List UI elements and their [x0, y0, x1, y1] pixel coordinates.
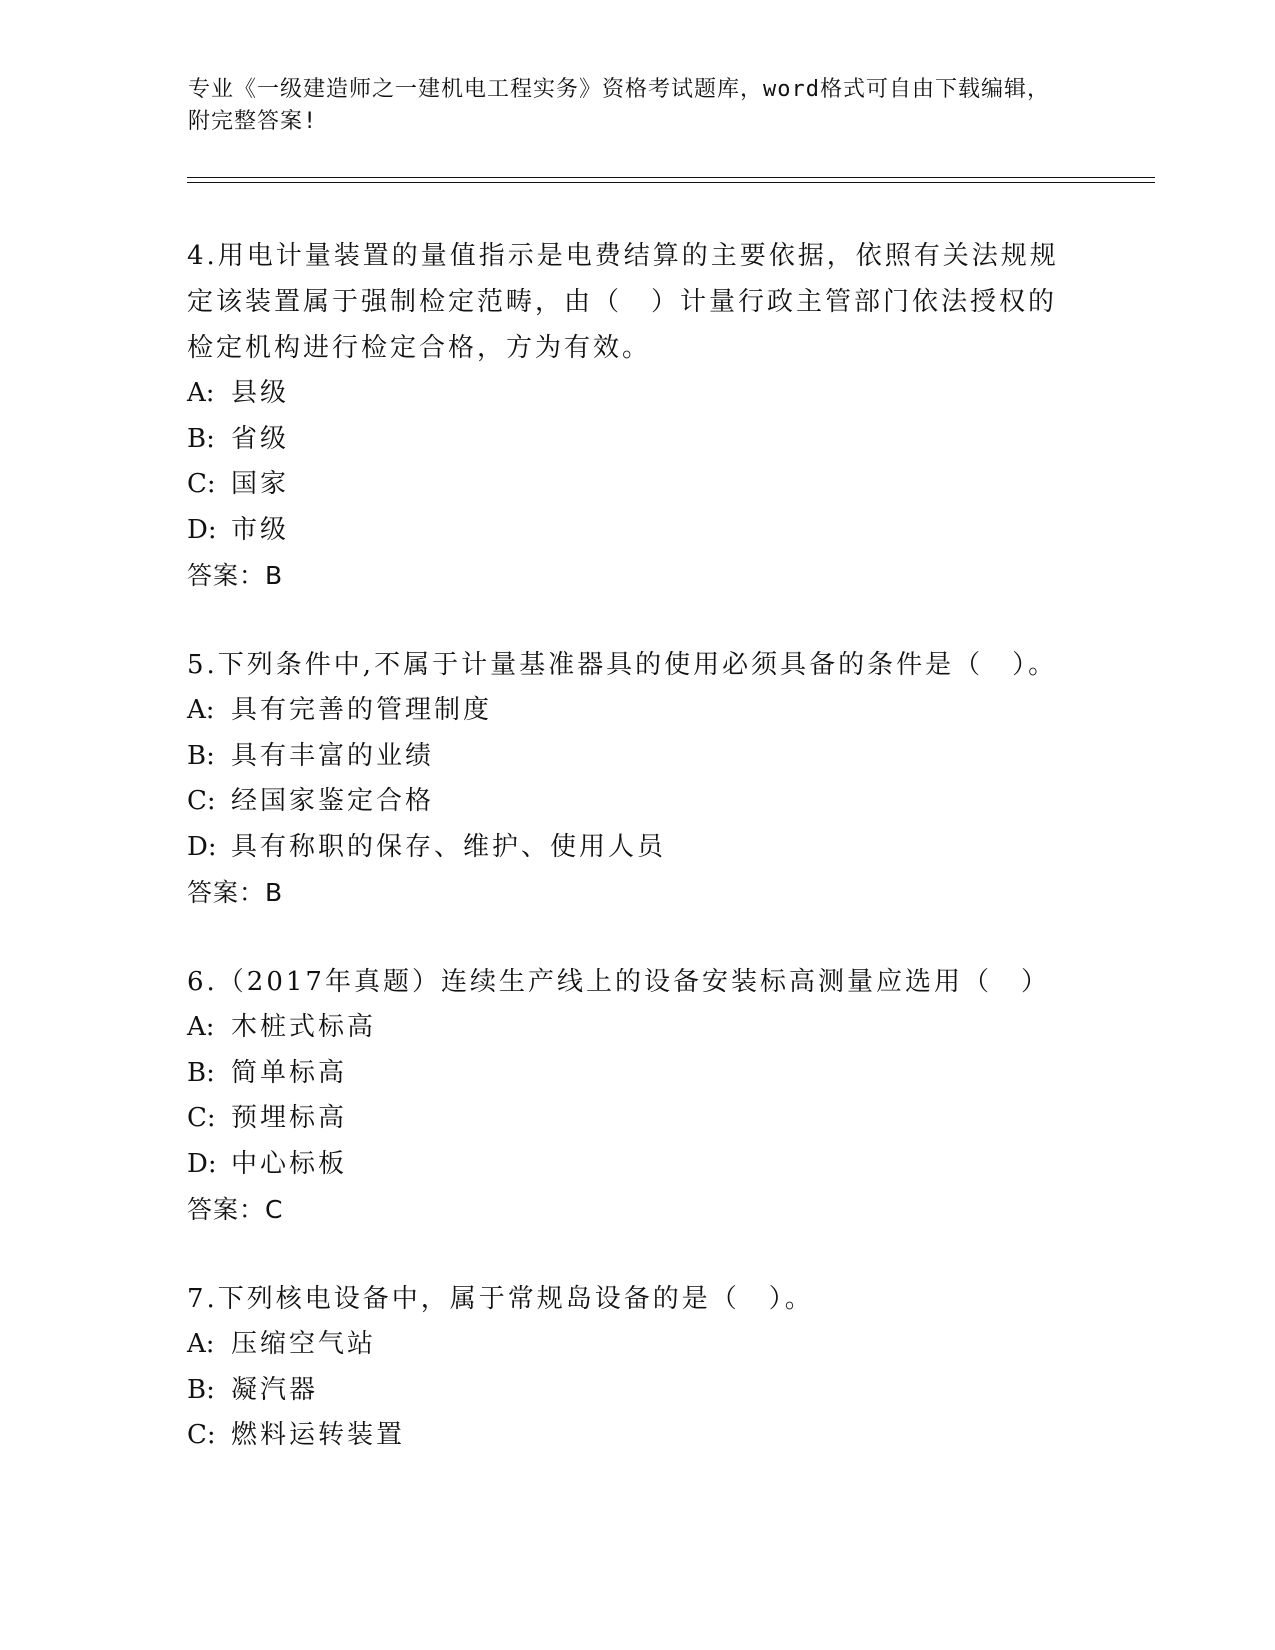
document-header: [188, 74, 1068, 138]
answer-line: 答案：B: [187, 561, 284, 590]
option-letter: D:: [187, 1148, 217, 1179]
option-letter: A:: [187, 378, 215, 408]
option-letter: B:: [187, 740, 215, 771]
option-letter: B:: [187, 1374, 215, 1405]
spacer: [187, 599, 1067, 642]
answer-line: 答案：C: [187, 1195, 284, 1224]
option-c: [187, 462, 1067, 508]
option-text: 简单标高: [231, 1057, 348, 1088]
option-text: 具有丰富的业绩: [231, 740, 435, 771]
spacer: [187, 916, 1067, 959]
option-letter: C:: [187, 786, 216, 816]
header-divider-bottom: [187, 182, 1155, 183]
option-d: [187, 825, 1067, 871]
question-5: [187, 642, 1067, 916]
option-letter: C:: [187, 1103, 216, 1133]
question-4: [187, 233, 1067, 599]
option-text: 预埋标高: [231, 1103, 348, 1133]
option-text: 市级: [231, 514, 290, 545]
option-c: [187, 779, 1067, 825]
option-letter: A:: [187, 1012, 215, 1042]
option-text: 凝汽器: [231, 1374, 319, 1405]
option-c: [187, 1413, 1067, 1459]
question-6: [187, 959, 1067, 1233]
option-letter: A:: [187, 1329, 215, 1359]
option-letter: D:: [187, 514, 217, 545]
option-d: [187, 1142, 1067, 1188]
option-letter: B:: [187, 1057, 215, 1088]
option-b: [187, 734, 1067, 780]
question-7: [187, 1276, 1067, 1459]
option-text: 具有称职的保存、维护、使用人员: [231, 831, 667, 862]
answer-line: 答案：B: [187, 878, 284, 907]
option-b: [187, 1051, 1067, 1097]
option-text: 木桩式标高: [231, 1012, 377, 1042]
option-letter: B:: [187, 423, 215, 454]
option-text: 具有完善的管理制度: [231, 695, 493, 725]
question-list: [187, 233, 1067, 1459]
option-text: 县级: [231, 378, 290, 408]
spacer: [187, 1233, 1067, 1276]
option-text: 省级: [231, 423, 290, 454]
option-a: [187, 371, 1067, 417]
option-text: 压缩空气站: [231, 1329, 377, 1359]
option-text: 经国家鉴定合格: [231, 786, 435, 816]
question-stem: 6.（2017年真题）连续生产线上的设备安装标高测量应选用（ ）: [187, 967, 1050, 997]
option-text: 国家: [231, 469, 290, 499]
option-letter: A:: [187, 695, 215, 725]
option-letter: C:: [187, 1420, 216, 1450]
option-a: [187, 688, 1067, 734]
header-divider-top: [187, 177, 1155, 178]
option-letter: C:: [187, 469, 216, 499]
option-a: [187, 1322, 1067, 1368]
question-stem: 4.用电计量装置的量值指示是电费结算的主要依据，依照有关法规规定该装置属于强制检定范畴，由（ ）计量行政主管部门依法授权的检定机构进行检定合格，方为有效。: [187, 241, 1059, 363]
question-stem: 7.下列核电设备中，属于常规岛设备的是（ ）。: [187, 1284, 814, 1314]
question-stem: 5.下列条件中,不属于计量基准器具的使用必须具备的条件是（ ）。: [187, 650, 1058, 680]
option-text: 燃料运转装置: [231, 1420, 406, 1450]
option-a: [187, 1005, 1067, 1051]
option-b: [187, 1368, 1067, 1414]
option-letter: D:: [187, 831, 217, 862]
option-d: [187, 508, 1067, 554]
option-b: [187, 417, 1067, 463]
option-c: [187, 1096, 1067, 1142]
option-text: 中心标板: [231, 1148, 348, 1179]
header-text: 专业《一级建造师之一建机电工程实务》资格考试题库，word格式可自由下载编辑，附完整答案!: [188, 77, 1050, 134]
